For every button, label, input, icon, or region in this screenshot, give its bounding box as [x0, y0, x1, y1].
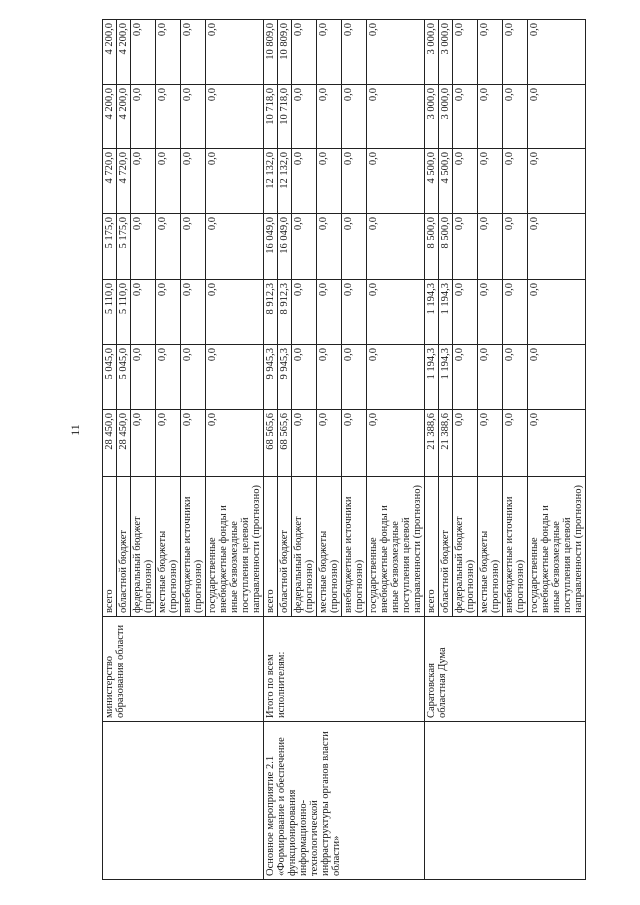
amount-cell: 0,0 — [528, 214, 586, 280]
amount-cell: 9 945,3 — [264, 345, 278, 410]
amount-cell: 1 194,3 — [425, 280, 439, 345]
amount-cell: 21 388,6 — [439, 410, 453, 477]
amount-cell: 16 049,0 — [278, 214, 292, 280]
amount-cell: 0,0 — [503, 85, 528, 149]
page-number: 11 — [68, 424, 82, 436]
amount-cell: 4 200,0 — [103, 85, 117, 149]
amount-cell: 0,0 — [156, 214, 181, 280]
amount-cell: 0,0 — [292, 20, 317, 85]
amount-cell: 0,0 — [131, 410, 156, 477]
amount-cell: 0,0 — [156, 20, 181, 85]
amount-cell: 10 718,0 — [264, 85, 278, 149]
amount-cell: 5 110,0 — [117, 280, 131, 345]
amount-cell: 0,0 — [503, 345, 528, 410]
measure-cell: Основное мероприятие 2.1 «Формирование и обеспечение функционирования информационно-технологической инфраструктуры органов власти области» — [264, 722, 425, 880]
amount-cell: 0,0 — [478, 20, 503, 85]
funding-source-cell: государственные внебюджетные фонды и иные безвозмездные поступления целевой направленности (прогнозно) — [528, 477, 586, 617]
amount-cell: 0,0 — [342, 149, 367, 214]
funding-source-cell: внебюджетные источники (прогнозно) — [342, 477, 367, 617]
amount-cell: 0,0 — [342, 20, 367, 85]
amount-cell: 0,0 — [181, 280, 206, 345]
funding-source-cell: областной бюджет — [439, 477, 453, 617]
amount-cell: 0,0 — [367, 410, 425, 477]
amount-cell: 0,0 — [342, 345, 367, 410]
amount-cell: 0,0 — [292, 85, 317, 149]
executor-cell: министерство образования области — [103, 617, 264, 722]
amount-cell: 0,0 — [131, 214, 156, 280]
amount-cell: 4 720,0 — [117, 149, 131, 214]
amount-cell: 0,0 — [292, 410, 317, 477]
amount-cell: 0,0 — [156, 280, 181, 345]
funding-source-cell: местные бюджеты (прогнозно) — [156, 477, 181, 617]
amount-cell: 0,0 — [206, 410, 264, 477]
funding-source-cell: федеральный бюджет (прогнозно) — [292, 477, 317, 617]
amount-cell: 0,0 — [206, 149, 264, 214]
funding-source-cell: государственные внебюджетные фонды и иные безвозмездные поступления целевой направленности (прогнозно) — [206, 477, 264, 617]
table-row — [264, 20, 278, 880]
measure-cell — [103, 722, 264, 880]
amount-cell: 1 194,3 — [439, 280, 453, 345]
amount-cell: 0,0 — [292, 345, 317, 410]
amount-cell: 5 110,0 — [103, 280, 117, 345]
amount-cell: 5 045,0 — [103, 345, 117, 410]
amount-cell: 0,0 — [528, 410, 586, 477]
budget-table-body — [103, 20, 586, 880]
amount-cell: 0,0 — [181, 20, 206, 85]
table-row — [103, 20, 117, 880]
amount-cell: 0,0 — [503, 149, 528, 214]
amount-cell: 0,0 — [342, 410, 367, 477]
amount-cell: 0,0 — [453, 85, 478, 149]
amount-cell: 3 000,0 — [425, 85, 439, 149]
amount-cell: 0,0 — [181, 149, 206, 214]
amount-cell: 28 450,0 — [103, 410, 117, 477]
funding-source-cell: внебюджетные источники (прогнозно) — [503, 477, 528, 617]
funding-source-cell: государственные внебюджетные фонды и иные безвозмездные поступления целевой направленности (прогнозно) — [367, 477, 425, 617]
amount-cell: 4 200,0 — [117, 85, 131, 149]
amount-cell: 0,0 — [206, 20, 264, 85]
amount-cell: 0,0 — [292, 280, 317, 345]
amount-cell: 12 132,0 — [278, 149, 292, 214]
funding-source-cell: местные бюджеты (прогнозно) — [478, 477, 503, 617]
amount-cell: 4 500,0 — [425, 149, 439, 214]
amount-cell: 0,0 — [156, 149, 181, 214]
amount-cell: 0,0 — [206, 345, 264, 410]
amount-cell: 0,0 — [342, 85, 367, 149]
amount-cell: 0,0 — [367, 85, 425, 149]
amount-cell: 0,0 — [503, 280, 528, 345]
budget-table-rotated — [102, 20, 592, 880]
amount-cell: 4 200,0 — [117, 20, 131, 85]
amount-cell: 0,0 — [317, 345, 342, 410]
funding-source-cell: областной бюджет — [117, 477, 131, 617]
amount-cell: 0,0 — [317, 85, 342, 149]
amount-cell: 0,0 — [181, 214, 206, 280]
amount-cell: 0,0 — [453, 345, 478, 410]
amount-cell: 8 500,0 — [439, 214, 453, 280]
amount-cell: 5 175,0 — [103, 214, 117, 280]
amount-cell: 4 720,0 — [103, 149, 117, 214]
executor-cell: Саратовская областная Дума — [425, 617, 586, 722]
amount-cell: 5 175,0 — [117, 214, 131, 280]
funding-source-cell: местные бюджеты (прогнозно) — [317, 477, 342, 617]
amount-cell: 0,0 — [181, 345, 206, 410]
amount-cell: 0,0 — [453, 410, 478, 477]
amount-cell: 10 718,0 — [278, 85, 292, 149]
amount-cell: 4 500,0 — [439, 149, 453, 214]
amount-cell: 0,0 — [292, 214, 317, 280]
funding-source-cell: всего — [264, 477, 278, 617]
amount-cell: 3 000,0 — [439, 20, 453, 85]
table-row — [425, 20, 439, 880]
amount-cell: 0,0 — [342, 214, 367, 280]
amount-cell: 1 194,3 — [439, 345, 453, 410]
amount-cell: 0,0 — [131, 345, 156, 410]
amount-cell: 0,0 — [317, 280, 342, 345]
amount-cell: 8 912,3 — [278, 280, 292, 345]
funding-source-cell: внебюджетные источники (прогнозно) — [181, 477, 206, 617]
funding-source-cell: федеральный бюджет (прогнозно) — [131, 477, 156, 617]
amount-cell: 0,0 — [156, 85, 181, 149]
amount-cell: 1 194,3 — [425, 345, 439, 410]
amount-cell: 8 500,0 — [425, 214, 439, 280]
amount-cell: 10 809,0 — [264, 20, 278, 85]
amount-cell: 0,0 — [156, 410, 181, 477]
amount-cell: 0,0 — [478, 149, 503, 214]
amount-cell: 12 132,0 — [264, 149, 278, 214]
amount-cell: 0,0 — [131, 20, 156, 85]
amount-cell: 0,0 — [478, 345, 503, 410]
amount-cell: 0,0 — [503, 410, 528, 477]
amount-cell: 5 045,0 — [117, 345, 131, 410]
amount-cell: 0,0 — [317, 20, 342, 85]
amount-cell: 0,0 — [503, 20, 528, 85]
funding-source-cell: областной бюджет — [278, 477, 292, 617]
amount-cell: 0,0 — [478, 85, 503, 149]
amount-cell: 0,0 — [342, 280, 367, 345]
amount-cell: 0,0 — [206, 214, 264, 280]
amount-cell: 0,0 — [131, 149, 156, 214]
amount-cell: 0,0 — [317, 214, 342, 280]
amount-cell: 10 809,0 — [278, 20, 292, 85]
funding-source-cell: всего — [425, 477, 439, 617]
amount-cell: 0,0 — [292, 149, 317, 214]
amount-cell: 9 945,3 — [278, 345, 292, 410]
funding-source-cell: всего — [103, 477, 117, 617]
amount-cell: 0,0 — [478, 280, 503, 345]
amount-cell: 0,0 — [478, 410, 503, 477]
amount-cell: 0,0 — [453, 20, 478, 85]
amount-cell: 0,0 — [317, 149, 342, 214]
amount-cell: 3 000,0 — [425, 20, 439, 85]
amount-cell: 0,0 — [156, 345, 181, 410]
amount-cell: 3 000,0 — [439, 85, 453, 149]
amount-cell: 0,0 — [478, 214, 503, 280]
amount-cell: 0,0 — [206, 280, 264, 345]
amount-cell: 0,0 — [181, 85, 206, 149]
amount-cell: 0,0 — [453, 214, 478, 280]
amount-cell: 0,0 — [367, 20, 425, 85]
amount-cell: 0,0 — [453, 280, 478, 345]
amount-cell: 0,0 — [131, 280, 156, 345]
amount-cell: 0,0 — [181, 410, 206, 477]
amount-cell: 8 912,3 — [264, 280, 278, 345]
amount-cell: 0,0 — [367, 280, 425, 345]
amount-cell: 0,0 — [367, 149, 425, 214]
amount-cell: 0,0 — [317, 410, 342, 477]
measure-cell — [425, 722, 586, 880]
amount-cell: 68 565,6 — [278, 410, 292, 477]
amount-cell: 0,0 — [206, 85, 264, 149]
amount-cell: 68 565,6 — [264, 410, 278, 477]
amount-cell: 0,0 — [528, 280, 586, 345]
amount-cell: 0,0 — [367, 345, 425, 410]
amount-cell: 0,0 — [528, 85, 586, 149]
executor-cell: Итого по всем исполнителям: — [264, 617, 425, 722]
amount-cell: 0,0 — [503, 214, 528, 280]
amount-cell: 28 450,0 — [117, 410, 131, 477]
amount-cell: 0,0 — [367, 214, 425, 280]
amount-cell: 0,0 — [453, 149, 478, 214]
amount-cell: 4 200,0 — [103, 20, 117, 85]
amount-cell: 0,0 — [528, 149, 586, 214]
budget-table — [102, 19, 586, 880]
amount-cell: 16 049,0 — [264, 214, 278, 280]
amount-cell: 0,0 — [131, 85, 156, 149]
amount-cell: 0,0 — [528, 20, 586, 85]
amount-cell: 0,0 — [528, 345, 586, 410]
amount-cell: 21 388,6 — [425, 410, 439, 477]
funding-source-cell: федеральный бюджет (прогнозно) — [453, 477, 478, 617]
